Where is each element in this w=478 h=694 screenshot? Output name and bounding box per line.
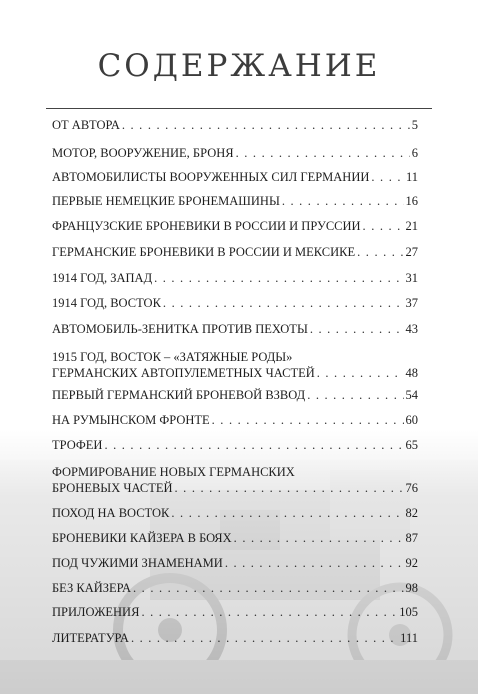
toc-entry-page: 111 bbox=[400, 631, 418, 645]
leader-dots bbox=[310, 321, 404, 337]
toc-entry[interactable] bbox=[52, 193, 418, 209]
leader-dots bbox=[175, 480, 404, 496]
toc-entry[interactable] bbox=[52, 244, 418, 260]
toc-entry-page: 48 bbox=[405, 366, 418, 380]
toc-entry-page: 98 bbox=[405, 581, 418, 595]
toc-entry[interactable] bbox=[52, 387, 418, 403]
toc-entry-page: 65 bbox=[405, 438, 418, 452]
toc-entry-title: 1914 ГОД, ЗАПАД bbox=[52, 271, 153, 285]
toc-entry-title: ГЕРМАНСКИЕ БРОНЕВИКИ В РОССИИ И МЕКСИКЕ bbox=[52, 245, 356, 259]
toc-entry[interactable] bbox=[52, 321, 418, 337]
toc-entry-title: ОТ АВТОРА bbox=[52, 118, 120, 132]
toc-entry-title: ПОД ЧУЖИМИ ЗНАМЕНАМИ bbox=[52, 556, 223, 570]
toc-entry[interactable] bbox=[52, 270, 418, 286]
toc-entry-page: 11 bbox=[405, 170, 418, 184]
toc-entry[interactable] bbox=[52, 464, 418, 496]
toc-entry[interactable] bbox=[52, 117, 418, 133]
toc-entry[interactable] bbox=[52, 437, 418, 453]
leader-dots bbox=[131, 630, 398, 646]
toc-entry-title: МОТОР, ВООРУЖЕНИЕ, БРОНЯ bbox=[52, 146, 234, 160]
toc-entry[interactable] bbox=[52, 505, 418, 521]
toc-entry-title: ПРИЛОЖЕНИЯ bbox=[52, 605, 140, 619]
toc-entry-title: ФРАНЦУЗСКИЕ БРОНЕВИКИ В РОССИИ И ПРУССИИ bbox=[52, 219, 361, 233]
toc-entry-title: 1914 ГОД, ВОСТОК bbox=[52, 296, 161, 310]
toc-entry[interactable] bbox=[52, 349, 418, 381]
leader-dots bbox=[212, 412, 404, 428]
toc-entry-title-line1: ФОРМИРОВАНИЕ НОВЫХ ГЕРМАНСКИХ bbox=[52, 465, 295, 479]
toc-entry-title: АВТОМОБИЛИСТЫ ВООРУЖЕННЫХ СИЛ ГЕРМАНИИ bbox=[52, 170, 370, 184]
toc-entry[interactable] bbox=[52, 555, 418, 571]
leader-dots bbox=[234, 530, 404, 546]
leader-dots bbox=[371, 169, 404, 185]
toc-entry[interactable] bbox=[52, 630, 418, 646]
toc-entry[interactable] bbox=[52, 218, 418, 234]
toc-entry-page: 16 bbox=[405, 194, 418, 208]
leader-dots bbox=[171, 505, 403, 521]
toc-entry-page: 43 bbox=[405, 322, 418, 336]
leader-dots bbox=[225, 555, 404, 571]
toc-entry-title: ЛИТЕРАТУРА bbox=[52, 631, 129, 645]
toc-entry[interactable] bbox=[52, 530, 418, 546]
toc-entry-page: 76 bbox=[405, 481, 418, 495]
toc-entry-title: АВТОМОБИЛЬ-ЗЕНИТКА ПРОТИВ ПЕХОТЫ bbox=[52, 322, 308, 336]
toc-entry-page: 27 bbox=[405, 245, 418, 259]
toc-entry-title: ПОХОД НА ВОСТОК bbox=[52, 506, 170, 520]
toc-entry[interactable] bbox=[52, 604, 418, 620]
toc-entry[interactable] bbox=[52, 169, 418, 185]
toc-entry-page: 21 bbox=[405, 219, 418, 233]
toc-entry[interactable] bbox=[52, 412, 418, 428]
toc-entry-title: ПЕРВЫЕ НЕМЕЦКИЕ БРОНЕМАШИНЫ bbox=[52, 194, 280, 208]
page-title: СОДЕРЖАНИЕ bbox=[97, 48, 381, 84]
leader-dots bbox=[163, 295, 404, 311]
leader-dots bbox=[133, 580, 403, 596]
toc-entry-page: 82 bbox=[405, 506, 418, 520]
toc-entry-page: 92 bbox=[405, 556, 418, 570]
leader-dots bbox=[236, 145, 410, 161]
leader-dots bbox=[363, 218, 404, 234]
toc-entry-page: 37 bbox=[405, 296, 418, 310]
toc-entry-title: ТРОФЕИ bbox=[52, 438, 103, 452]
toc-entry-page: 54 bbox=[405, 388, 418, 402]
leader-dots bbox=[317, 365, 404, 381]
leader-dots bbox=[141, 604, 397, 620]
leader-dots bbox=[282, 193, 404, 209]
toc-entry-title: ПЕРВЫЙ ГЕРМАНСКИЙ БРОНЕВОЙ ВЗВОД bbox=[52, 388, 306, 402]
leader-dots bbox=[154, 270, 403, 286]
toc-entry[interactable] bbox=[52, 145, 418, 161]
toc-entry-title: НА РУМЫНСКОМ ФРОНТЕ bbox=[52, 413, 210, 427]
leader-dots bbox=[122, 117, 410, 133]
toc-entry-title: ГЕРМАНСКИХ АВТОПУЛЕМЕТНЫХ ЧАСТЕЙ bbox=[52, 366, 315, 380]
leader-dots bbox=[104, 437, 403, 453]
toc-entry[interactable] bbox=[52, 580, 418, 596]
leader-dots bbox=[357, 244, 403, 260]
toc-entry-title-line1: 1915 ГОД, ВОСТОК – «ЗАТЯЖНЫЕ РОДЫ» bbox=[52, 350, 293, 364]
toc-entry[interactable] bbox=[52, 295, 418, 311]
toc-entry-page: 87 bbox=[405, 531, 418, 545]
toc-entry-page: 6 bbox=[411, 146, 418, 160]
title-block bbox=[46, 28, 432, 109]
leader-dots bbox=[307, 387, 403, 403]
toc-entry-title: БРОНЕВЫХ ЧАСТЕЙ bbox=[52, 481, 173, 495]
toc-entry-page: 60 bbox=[405, 413, 418, 427]
toc-entry-title: БЕЗ КАЙЗЕРА bbox=[52, 581, 132, 595]
toc-entry-page: 105 bbox=[399, 605, 418, 619]
toc-entry-page: 5 bbox=[411, 118, 418, 132]
toc-entry-page: 31 bbox=[405, 271, 418, 285]
toc-entry-title: БРОНЕВИКИ КАЙЗЕРА В БОЯХ bbox=[52, 531, 232, 545]
